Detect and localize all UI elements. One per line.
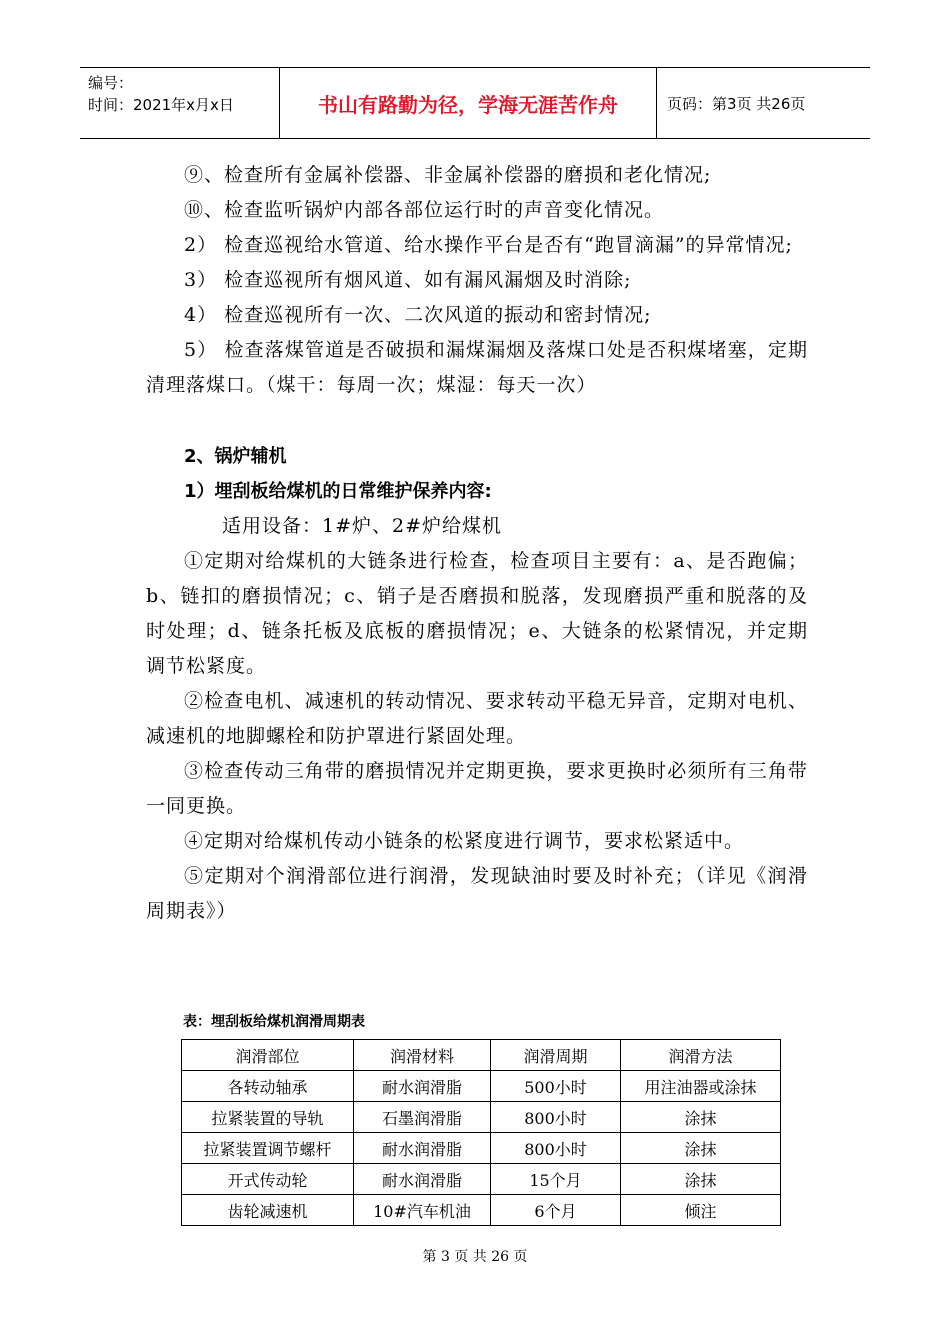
table-row bbox=[182, 1164, 781, 1195]
table-cell: 涂抹 bbox=[621, 1102, 781, 1133]
applicable-equipment: 适用设备：1#炉、2#炉给煤机 bbox=[222, 515, 503, 537]
table-cell: 拉紧装置调节螺杆 bbox=[182, 1133, 354, 1164]
table-header-row bbox=[182, 1040, 781, 1071]
table-cell: 齿轮减速机 bbox=[182, 1195, 354, 1226]
number-label: 编号： bbox=[88, 74, 134, 92]
paragraph: ③检查传动三角带的磨损情况并定期更换，要求更换时必须所有三角带一同更换。 bbox=[146, 760, 808, 817]
table-cell: 石墨润滑脂 bbox=[354, 1102, 491, 1133]
table-cell: 耐水润滑脂 bbox=[354, 1071, 491, 1102]
column-header: 润滑部位 bbox=[182, 1040, 354, 1071]
paragraph: ⑨、检查所有金属补偿器、非金属补偿器的磨损和老化情况; bbox=[184, 164, 712, 186]
column-header: 润滑周期 bbox=[491, 1040, 621, 1071]
table-row bbox=[182, 1195, 781, 1226]
table-cell: 倾注 bbox=[621, 1195, 781, 1226]
header-page-info: 页码：第3页 共26页 bbox=[667, 94, 806, 113]
table-row bbox=[182, 1102, 781, 1133]
time-label: 时间：2021年x月x日 bbox=[88, 96, 234, 114]
paragraph: ①定期对给煤机的大链条进行检查，检查项目主要有：a、是否跑偏；b、链扣的磨损情况；c、销子是否磨损和脱落，发现磨损严重和脱落的及时处理；d、链条托板及底板的磨损情况；e、大链条的松紧情况，并定期调节松紧度。 bbox=[146, 550, 808, 677]
document-body bbox=[146, 158, 808, 929]
paragraph: 3） 检查巡视所有烟风道、如有漏风漏烟及时消除; bbox=[184, 269, 632, 291]
paragraph: ②检查电机、减速机的转动情况、要求转动平稳无异音，定期对电机、减速机的地脚螺栓和防护罩进行紧固处理。 bbox=[146, 690, 808, 747]
header-meta bbox=[80, 68, 280, 138]
table-row bbox=[182, 1133, 781, 1164]
table-cell: 涂抹 bbox=[621, 1164, 781, 1195]
table-cell: 耐水润滑脂 bbox=[354, 1164, 491, 1195]
paragraph: ⑤定期对个润滑部位进行润滑，发现缺油时要及时补充；（详见《润滑周期表》） bbox=[146, 865, 808, 922]
table-cell: 500小时 bbox=[491, 1071, 621, 1102]
table-cell: 开式传动轮 bbox=[182, 1164, 354, 1195]
column-header: 润滑方法 bbox=[621, 1040, 781, 1071]
page-header bbox=[80, 67, 870, 139]
spacer bbox=[146, 403, 808, 439]
paragraph: ⑩、检查监听锅炉内部各部位运行时的声音变化情况。 bbox=[184, 199, 665, 221]
section-heading: 2、锅炉辅机 bbox=[184, 446, 287, 467]
table-cell: 各转动轴承 bbox=[182, 1071, 354, 1102]
column-header: 润滑材料 bbox=[354, 1040, 491, 1071]
header-motto: 书山有路勤为径，学海无涯苦作舟 bbox=[280, 68, 657, 138]
table-caption: 表：埋刮板给煤机润滑周期表 bbox=[183, 1014, 365, 1030]
lubrication-table bbox=[181, 1039, 781, 1226]
table-cell: 15个月 bbox=[491, 1164, 621, 1195]
table-cell: 涂抹 bbox=[621, 1133, 781, 1164]
table-cell: 6个月 bbox=[491, 1195, 621, 1226]
table-cell: 800小时 bbox=[491, 1133, 621, 1164]
subsection-heading: 1）埋刮板给煤机的日常维护保养内容: bbox=[184, 481, 492, 502]
table-cell: 用注油器或涂抹 bbox=[621, 1071, 781, 1102]
paragraph: ④定期对给煤机传动小链条的松紧度进行调节，要求松紧适中。 bbox=[184, 830, 745, 852]
table-cell: 耐水润滑脂 bbox=[354, 1133, 491, 1164]
page-footer: 第 3 页 共 26 页 bbox=[422, 1249, 528, 1265]
paragraph: 2） 检查巡视给水管道、给水操作平台是否有“跑冒滴漏”的异常情况; bbox=[184, 234, 793, 256]
table-row bbox=[182, 1071, 781, 1102]
table-cell: 拉紧装置的导轨 bbox=[182, 1102, 354, 1133]
table-cell: 10#汽车机油 bbox=[354, 1195, 491, 1226]
paragraph: 4） 检查巡视所有一次、二次风道的振动和密封情况; bbox=[184, 304, 652, 326]
paragraph: 5） 检查落煤管道是否破损和漏煤漏烟及落煤口处是否积煤堵塞，定期清理落煤口。（煤干：每周一次；煤湿：每天一次） bbox=[146, 339, 808, 396]
table-cell: 800小时 bbox=[491, 1102, 621, 1133]
